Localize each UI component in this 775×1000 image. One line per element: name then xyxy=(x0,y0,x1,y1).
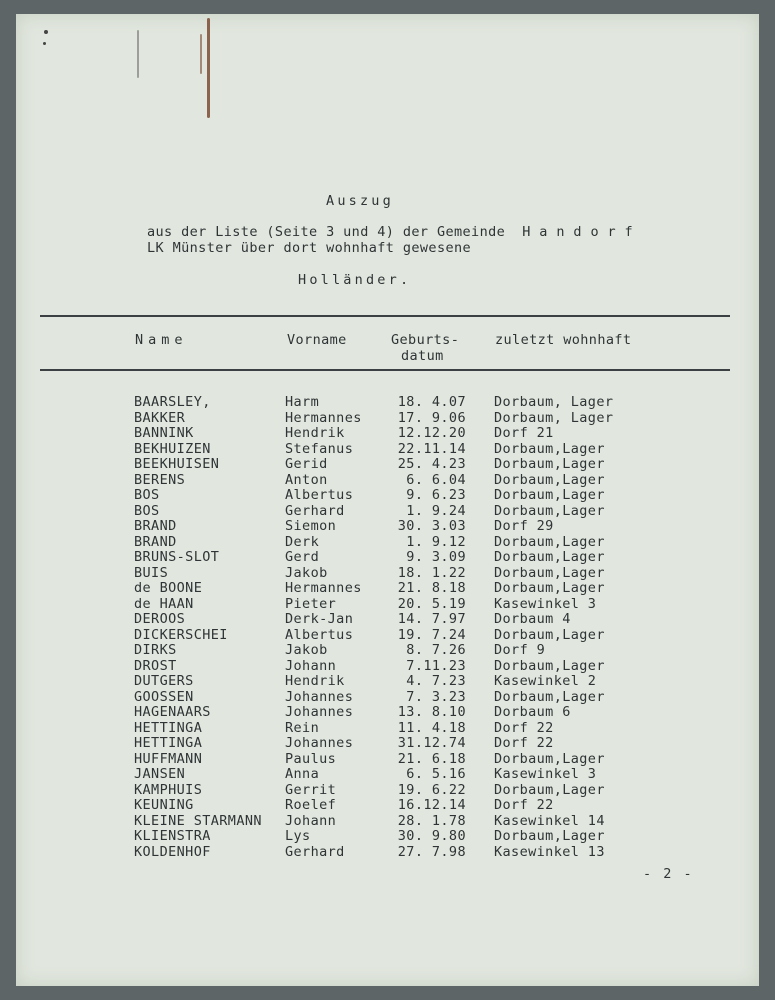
table-header-rule xyxy=(40,369,730,371)
cell-birth-date: 1. 9.12 xyxy=(406,533,466,550)
cell-birth-date: 8. 7.26 xyxy=(406,642,466,658)
cell-first-name: Roelef xyxy=(285,797,337,813)
header-birth-date-1: Geburts- xyxy=(391,332,460,348)
cell-birth-date: 31.12.74 xyxy=(397,735,466,751)
cell-address: Dorf 22 xyxy=(494,719,554,736)
cell-last-name: DUTGERS xyxy=(134,673,194,689)
cell-last-name: BEEKHUISEN xyxy=(134,456,220,472)
header-birth-date-2: datum xyxy=(401,348,444,364)
cell-first-name: Derk xyxy=(285,533,320,550)
cell-address: Dorbaum,Lager xyxy=(494,533,605,550)
cell-birth-date: 22.11.14 xyxy=(397,440,466,457)
cell-last-name: KAMPHUIS xyxy=(134,781,203,798)
cell-first-name: Harm xyxy=(285,394,320,410)
cell-last-name: BOS xyxy=(134,487,160,503)
cell-first-name: Johann xyxy=(285,812,337,829)
cell-birth-date: 19. 7.24 xyxy=(397,626,466,643)
cell-last-name: HETTINGA xyxy=(134,735,203,751)
cell-birth-date: 6. 5.16 xyxy=(406,766,466,782)
cell-first-name: Hendrik xyxy=(285,673,345,689)
cell-address: Dorbaum,Lager xyxy=(494,471,605,488)
cell-last-name: DEROOS xyxy=(134,611,186,627)
cell-birth-date: 7.11.23 xyxy=(406,657,466,674)
cell-address: Dorbaum,Lager xyxy=(494,440,605,457)
cell-birth-date: 18. 4.07 xyxy=(397,394,466,410)
cell-birth-date: 14. 7.97 xyxy=(397,611,466,627)
cell-last-name: BOS xyxy=(134,502,160,519)
cell-address: Dorbaum,Lager xyxy=(494,688,605,705)
cell-last-name: GOOSSEN xyxy=(134,688,194,705)
cell-address: Dorbaum, Lager xyxy=(494,394,614,410)
cell-first-name: Johannes xyxy=(285,735,354,751)
cell-first-name: Johannes xyxy=(285,688,354,705)
cell-last-name: KLIENSTRA xyxy=(134,828,211,844)
cell-last-name: BRAND xyxy=(134,533,177,550)
staple-mark xyxy=(207,18,210,118)
cell-address: Dorf 22 xyxy=(494,797,554,813)
cell-address: Dorbaum,Lager xyxy=(494,549,605,565)
cell-address: Dorbaum,Lager xyxy=(494,502,605,519)
subtitle-line-2: LK Münster über dort wohnhaft gewesene xyxy=(147,240,472,256)
cell-birth-date: 30. 3.03 xyxy=(397,518,466,534)
page-number: - 2 - xyxy=(643,866,694,882)
cell-first-name: Anton xyxy=(285,471,328,488)
cell-last-name: BAARSLEY, xyxy=(134,394,211,410)
cell-first-name: Lys xyxy=(285,828,311,844)
punch-hole xyxy=(43,42,46,45)
header-first-name: Vorname xyxy=(287,332,347,348)
cell-address: Dorf 29 xyxy=(494,518,554,534)
cell-last-name: HAGENAARS xyxy=(134,704,211,720)
cell-first-name: Anna xyxy=(285,766,320,782)
cell-last-name: BRUNS-SLOT xyxy=(134,549,220,565)
cell-first-name: Rein xyxy=(285,719,320,736)
cell-first-name: Jakob xyxy=(285,642,328,658)
cell-address: Dorbaum 6 xyxy=(494,704,571,720)
cell-address: Dorbaum,Lager xyxy=(494,657,605,674)
cell-address: Dorbaum,Lager xyxy=(494,626,605,643)
cell-birth-date: 27. 7.98 xyxy=(397,843,466,860)
cell-last-name: DICKERSCHEI xyxy=(134,626,228,643)
cell-first-name: Paulus xyxy=(285,750,337,767)
document-title: Auszug xyxy=(326,193,394,209)
cell-address: Kasewinkel 3 xyxy=(494,766,597,782)
cell-last-name: BUIS xyxy=(134,564,169,581)
cell-first-name: Albertus xyxy=(285,626,354,643)
cell-address: Dorbaum,Lager xyxy=(494,828,605,844)
cell-last-name: BEKHUIZEN xyxy=(134,440,211,457)
subtitle-line-1: aus der Liste (Seite 3 und 4) der Gemeinde H a n d o r f xyxy=(147,224,634,240)
cell-first-name: Stefanus xyxy=(285,440,354,457)
cell-last-name: DROST xyxy=(134,657,177,674)
cell-address: Dorbaum,Lager xyxy=(494,750,605,767)
cell-birth-date: 12.12.20 xyxy=(397,425,466,441)
cell-last-name: HUFFMANN xyxy=(134,750,203,767)
cell-last-name: DIRKS xyxy=(134,642,177,658)
cell-last-name: de HAAN xyxy=(134,595,194,612)
cell-first-name: Hermannes xyxy=(285,409,362,426)
document-subject: Holländer. xyxy=(298,272,412,288)
table-top-rule xyxy=(40,315,730,317)
cell-last-name: KOLDENHOF xyxy=(134,843,211,860)
cell-birth-date: 25. 4.23 xyxy=(397,456,466,472)
cell-first-name: Gerrit xyxy=(285,781,337,798)
cell-last-name: JANSEN xyxy=(134,766,186,782)
cell-address: Dorf 9 xyxy=(494,642,546,658)
cell-first-name: Gerhard xyxy=(285,843,345,860)
cell-address: Dorbaum,Lager xyxy=(494,580,605,596)
cell-last-name: BANNINK xyxy=(134,425,194,441)
cell-first-name: Derk-Jan xyxy=(285,611,354,627)
cell-last-name: BERENS xyxy=(134,471,186,488)
cell-birth-date: 28. 1.78 xyxy=(397,812,466,829)
cell-birth-date: 9. 3.09 xyxy=(406,549,466,565)
cell-birth-date: 21. 8.18 xyxy=(397,580,466,596)
cell-address: Kasewinkel 13 xyxy=(494,843,605,860)
cell-first-name: Hendrik xyxy=(285,425,345,441)
cell-first-name: Jakob xyxy=(285,564,328,581)
cell-address: Dorbaum 4 xyxy=(494,611,571,627)
cell-last-name: BRAND xyxy=(134,518,177,534)
cell-first-name: Albertus xyxy=(285,487,354,503)
cell-birth-date: 30. 9.80 xyxy=(397,828,466,844)
cell-first-name: Gerd xyxy=(285,549,320,565)
cell-address: Dorbaum, Lager xyxy=(494,409,614,426)
cell-address: Dorbaum,Lager xyxy=(494,456,605,472)
cell-birth-date: 21. 6.18 xyxy=(397,750,466,767)
staple-mark xyxy=(200,34,202,74)
cell-first-name: Hermannes xyxy=(285,580,362,596)
cell-address: Dorbaum,Lager xyxy=(494,564,605,581)
cell-last-name: KLEINE STARMANN xyxy=(134,812,262,829)
cell-birth-date: 13. 8.10 xyxy=(397,704,466,720)
cell-first-name: Johann xyxy=(285,657,337,674)
cell-birth-date: 7. 3.23 xyxy=(406,688,466,705)
cell-first-name: Gerid xyxy=(285,456,328,472)
cell-birth-date: 17. 9.06 xyxy=(397,409,466,426)
cell-last-name: HETTINGA xyxy=(134,719,203,736)
cell-birth-date: 4. 7.23 xyxy=(406,673,466,689)
staple-mark xyxy=(137,30,139,78)
cell-first-name: Pieter xyxy=(285,595,337,612)
cell-last-name: de BOONE xyxy=(134,580,203,596)
cell-first-name: Johannes xyxy=(285,704,354,720)
cell-first-name: Siemon xyxy=(285,518,337,534)
cell-birth-date: 16.12.14 xyxy=(397,797,466,813)
cell-last-name: BAKKER xyxy=(134,409,186,426)
cell-address: Kasewinkel 2 xyxy=(494,673,597,689)
header-name: Name xyxy=(135,332,188,348)
cell-last-name: KEUNING xyxy=(134,797,194,813)
cell-address: Dorbaum,Lager xyxy=(494,781,605,798)
cell-birth-date: 1. 9.24 xyxy=(406,502,466,519)
cell-address: Kasewinkel 14 xyxy=(494,812,605,829)
cell-birth-date: 19. 6.22 xyxy=(397,781,466,798)
cell-birth-date: 9. 6.23 xyxy=(406,487,466,503)
cell-address: Dorbaum,Lager xyxy=(494,487,605,503)
cell-birth-date: 6. 6.04 xyxy=(406,471,466,488)
cell-birth-date: 18. 1.22 xyxy=(397,564,466,581)
cell-address: Kasewinkel 3 xyxy=(494,595,597,612)
cell-address: Dorf 21 xyxy=(494,425,554,441)
cell-address: Dorf 22 xyxy=(494,735,554,751)
punch-hole xyxy=(44,30,48,34)
cell-first-name: Gerhard xyxy=(285,502,345,519)
cell-birth-date: 11. 4.18 xyxy=(397,719,466,736)
header-address: zuletzt wohnhaft xyxy=(495,332,632,348)
cell-birth-date: 20. 5.19 xyxy=(397,595,466,612)
